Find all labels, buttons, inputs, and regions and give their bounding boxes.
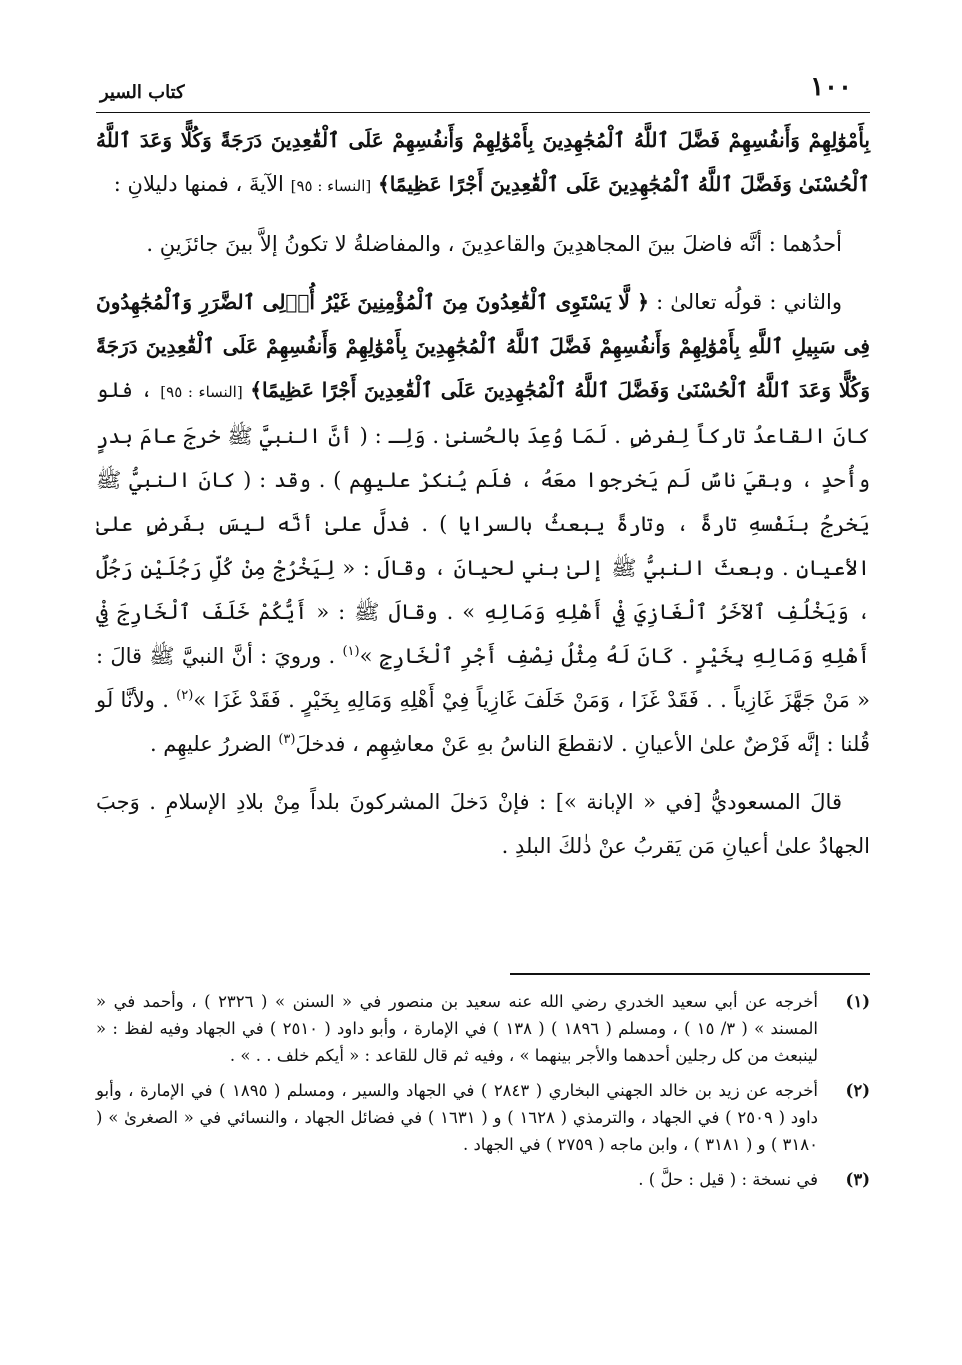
verse-reference: [النساء : ٩٥] (160, 383, 243, 401)
verse-reference: [النساء : ٩٥] (290, 177, 372, 195)
paragraph-first-proof (96, 222, 870, 266)
footnote (96, 1166, 870, 1193)
paragraph-verse-continuation (96, 118, 870, 208)
footnote-separator (510, 973, 870, 975)
footnote-number: (٣) (845, 1170, 870, 1189)
footnote-number: (٢) (845, 1081, 870, 1100)
book-title: كتاب السير (100, 82, 185, 103)
footnote-marker: (٢) (176, 688, 194, 703)
quran-verse: بِأَمْوَٰلِهِمْ وَأَنفُسِهِمْ فَضَّلَ ٱللَّهُ ٱلْمُجَٰهِدِينَ بِأَمْوَٰلِهِمْ وَأَنفُسِهِمْ عَلَى ٱلْقَٰعِدِينَ دَرَجَةً وَكُلًّا وَعَدَ ٱللَّهُ ٱلْحُسْنَىٰ وَفَضَّلَ ٱللَّهُ ٱلْمُجَٰهِدِينَ عَلَى ٱلْقَٰعِدِينَ أَجْرًا عَظِيمًا﴾ (96, 128, 870, 196)
book-page (96, 70, 870, 1345)
footnote-marker: (٣) (278, 732, 296, 747)
quran-verse: ﴿ لَّا يَسْتَوِى ٱلْقَٰعِدُونَ مِنَ ٱلْمُؤْمِنِينَ غَيْرُ أُو۟لِى ٱلضَّرَرِ وَٱلْمُجَٰهِدُونَ فِى سَبِيلِ ٱللَّهِ بِأَمْوَٰلِهِمْ وَأَنفُسِهِمْ فَضَّلَ ٱللَّهُ ٱلْمُجَٰهِدِينَ بِأَمْوَٰلِهِمْ وَأَنفُسِهِمْ عَلَى ٱلْقَٰعِدِينَ دَرَجَةً وَكُلًّا وَعَدَ ٱللَّهُ ٱلْحُسْنَىٰ وَفَضَّلَ ٱللَّهُ ٱلْمُجَٰهِدِينَ عَلَى ٱلْقَٰعِدِينَ أَجْرًا عَظِيمًا﴾ (96, 290, 870, 402)
paragraph-text: أحدُهما : أنَّه فاضلَ بينَ المجاهدِينَ والقاعدِينَ ، والمفاضلةُ لا تكونُ إلاَّ بينَ جائزَينِ . (146, 232, 842, 256)
paragraph-text: الضررُ عليهِم . (149, 732, 272, 756)
footnote-marker: (١) (342, 644, 360, 659)
paragraph-text: الآيةَ ، فمنها دليلانِ : (113, 172, 284, 196)
paragraph-second-proof (96, 280, 870, 766)
main-text (96, 118, 870, 882)
footnote-number: (١) (845, 992, 870, 1011)
footnote-text: أخرجه عن أبي سعيد الخدري رضي الله عنه سعيد بن منصور في « السنن » ( ٢٣٢٦ ) ، وأحمد في « المسند » ( ٣/ ١٥ ) ، ومسلم ( ١٨٩٦ ) ( ١٣٨ ) في الإمارة ، وأبو داود ( ٢٥١٠ ) في الجهاد وفيه لفظ : « لينبعث من كل رجلين أحدهما والأجر بينهما » ، وفيه ثم قال للقاعد : « أيكم خلف . . » . (96, 992, 819, 1065)
footnote-text: في نسخة : ( قيل : حلَّ ) . (638, 1170, 818, 1189)
paragraph-text: ، فلو كانَ القاعدُ تاركاً لِفرضٍ . لَمَا وُعِدَ بالحُسنىٰ . وَلِـ : ( أنَّ النبيَّ ﷺ خرجَ عامَ بدرٍ وأُحدٍ ، وبقيَ ناسٌ لَم يَخرجوا معَهُ ، فلَم يُنكرْ عليهِم ) . وقد : ( كانَ النبيُّ ﷺ يَخرجُ بنَفْسهِ تارةً ، وتارةً يبعثُ بالسرايا ) . فدلَّ علىٰ أنَّه ليسَ بفَرضٍ علىٰ الأعيانِ . وبعثَ النبيُّ ﷺ إلىٰ بني لحيانَ ، وقالَ : « لِيَخْرُجْ مِنْ كُلِّ رَجُلَيْنِ رَجُلٌ ، وَيَخْلُفِ ٱلآخَرُ ٱلْغَازِيَ فِيْ أَهْلِهِ وَمَالِهِ » . وقالَ ﷺ : « أَيُّكُمْ خَلَفَ ٱلْخَارِجَ فِيْ أَهْلِهِ وَمَالِهِ بِخَيْرٍ . كَانَ لَهُ مِثْلُ نِصْفِ أَجْرِ ٱلْخَارِجِ » (96, 378, 870, 668)
paragraph-lead: والثاني : قولُه تعالىٰ : (656, 290, 842, 314)
footnote-text: أخرجه عن زيد بن خالد الجهني البخاري ( ٢٨٤٣ ) في الجهاد والسير ، ومسلم ( ١٨٩٥ ) في الإمارة ، وأبو داود ( ٢٥٠٩ ) في الجهاد ، والترمذي ( ١٦٢٨ ) و ( ١٦٣١ ) في فضائل الجهاد ، والنسائي في « الصغرىٰ » ( ٣١٨٠ ) و ( ٣١٨١ ) ، وابن ماجه ( ٢٧٥٩ ) في الجهاد . (96, 1081, 819, 1154)
footnotes (96, 988, 870, 1201)
paragraph-text: . ورويَ : أنَّ النبيَّ ﷺ قالَ : « مَنْ جَهَّزَ غَازِياً . . فَقَدْ غَزَا ، وَمَنْ خَلَفَ غَازِياً فِيْ أَهْلِهِ وَمَالِهِ بِخَيْرٍ . فَقَدْ غَزَا » (96, 644, 870, 712)
page-number: ١٠٠ (810, 72, 852, 102)
footnote (96, 988, 870, 1069)
paragraph-masudi (96, 780, 870, 868)
header-rule (96, 112, 870, 113)
page-header (96, 70, 870, 104)
paragraph-text: قالَ المسعوديُّ [في « الإبانة »] : فإنْ دَخلَ المشركونَ بلداً مِنْ بلادِ الإسلامِ . وَجبَ الجهادُ علىٰ أعيانِ مَن يَقربُ عنْ ذٰلكَ البلدِ . (96, 790, 870, 858)
footnote (96, 1077, 870, 1158)
paragraph-text: . ولأنَّا لَو قُلنا : إنَّه فَرْضٌ علىٰ الأعيانِ . لانقطعَ الناسُ بهِ عَنْ معاشِهِم ، فدخلَ (96, 688, 870, 756)
